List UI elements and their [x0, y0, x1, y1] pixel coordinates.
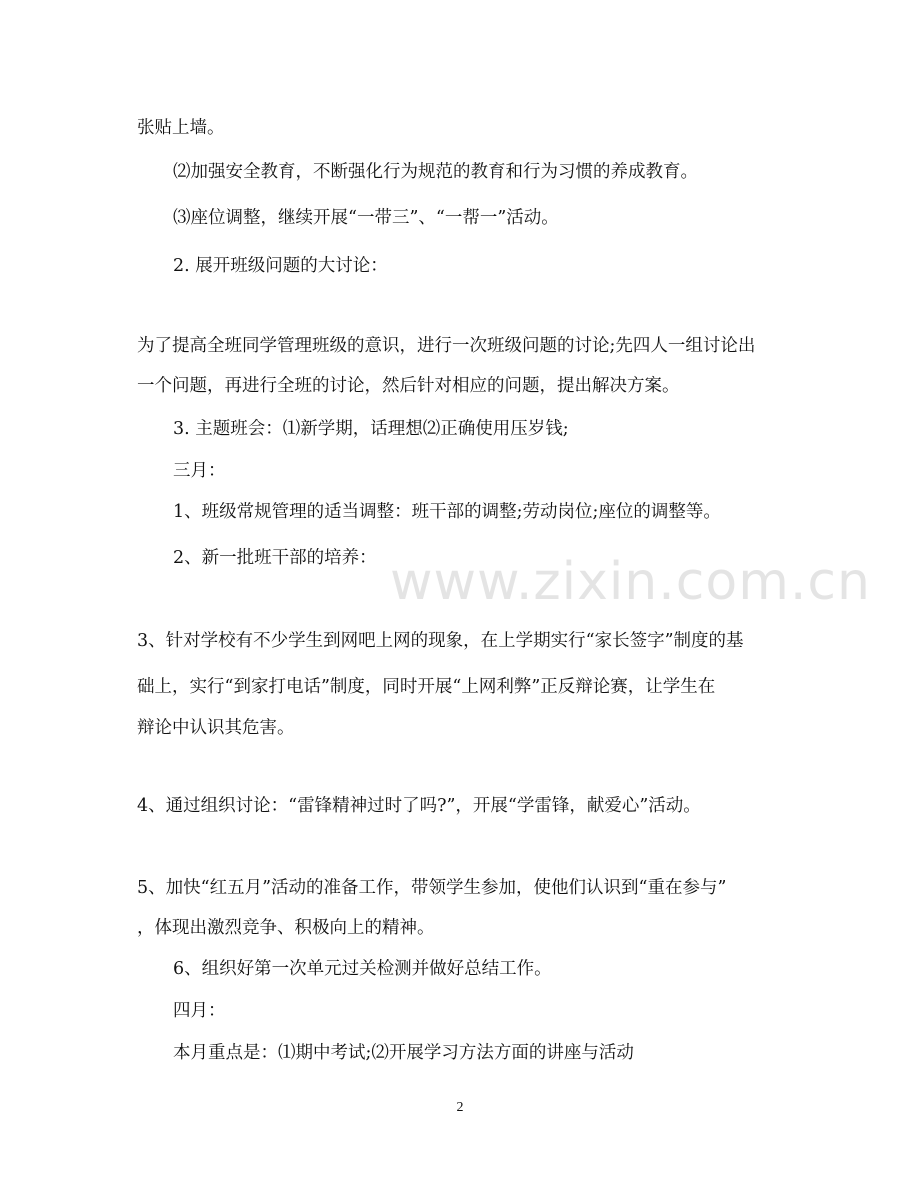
paragraph-line: 6、组织好第一次单元过关检测并做好总结工作。 — [173, 959, 552, 979]
paragraph-line: 4、通过组织讨论：“雷锋精神过时了吗?”，开展“学雷锋，献爱心”活动。 — [137, 796, 701, 816]
paragraph-line: 一个问题，再进行全班的讨论，然后针对相应的问题，提出解决方案。 — [137, 376, 680, 396]
paragraph-line: 2. 展开班级问题的大讨论： — [173, 256, 388, 276]
paragraph-line: 辩论中认识其危害。 — [137, 718, 295, 738]
paragraph-line: ⑶座位调整，继续开展“一带三”、“一帮一”活动。 — [173, 208, 559, 228]
paragraph-line: 张贴上墙。 — [137, 118, 225, 138]
paragraph-line: 础上，实行“到家打电话”制度，同时开展“上网利弊”正反辩论赛，让学生在 — [137, 677, 716, 697]
paragraph-line: 3. 主题班会：⑴新学期，话理想⑵正确使用压岁钱; — [173, 419, 569, 439]
paragraph-line: 1、班级常规管理的适当调整：班干部的调整;劳动岗位;座位的调整等。 — [173, 502, 721, 522]
paragraph-line: 本月重点是：⑴期中考试;⑵开展学习方法方面的讲座与活动 — [173, 1043, 634, 1063]
month-heading: 四月： — [173, 1001, 226, 1021]
paragraph-line: ⑵加强安全教育，不断强化行为规范的教育和行为习惯的养成教育。 — [173, 162, 698, 182]
month-heading: 三月： — [173, 461, 226, 481]
paragraph-line: ，体现出激烈竞争、积极向上的精神。 — [137, 918, 435, 938]
page-number: 2 — [456, 1100, 464, 1115]
paragraph-line: 2、新一批班干部的培养： — [173, 548, 377, 568]
paragraph-line: 为了提高全班同学管理班级的意识，进行一次班级问题的讨论;先四人一组讨论出 — [137, 336, 756, 356]
paragraph-line: 5、加快“红五月”活动的准备工作，带领学生参加，使他们认识到“重在参与” — [137, 878, 727, 898]
paragraph-line: 3、针对学校有不少学生到网吧上网的现象，在上学期实行“家长签字”制度的基 — [137, 631, 744, 651]
watermark: www.zixin.com.cn — [390, 552, 871, 612]
